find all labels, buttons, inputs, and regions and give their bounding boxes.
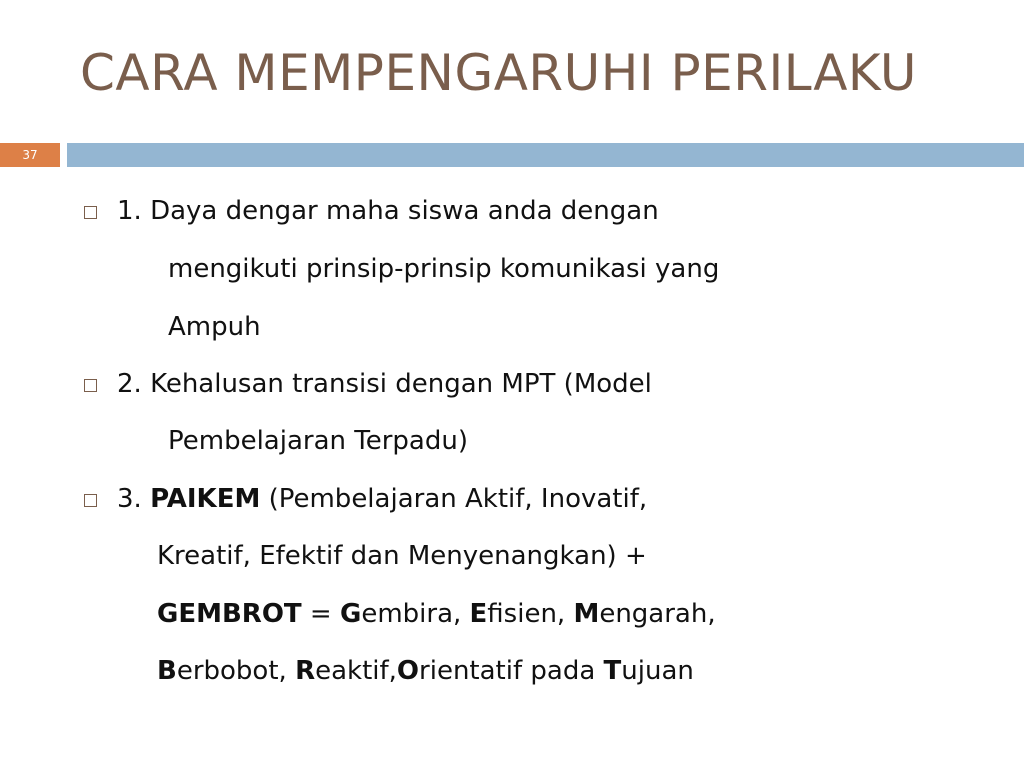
acronym-word-rest: erbobot, [176, 656, 296, 686]
list-item-line: 2. Kehalusan transisi dengan MPT (Model [117, 369, 652, 399]
square-bullet-icon [84, 494, 97, 507]
square-bullet-icon [84, 206, 97, 219]
acronym-word-rest: eaktif, [315, 656, 397, 686]
list-item-line [157, 601, 716, 627]
square-bullet-icon [84, 379, 97, 392]
acronym-word-rest: engarah, [599, 599, 716, 629]
list-item-line: 1. Daya dengar maha siswa anda dengan [117, 196, 659, 226]
acronym-letter: O [396, 656, 420, 686]
acronym-letter: B [157, 656, 177, 686]
acronym-letter: M [573, 599, 600, 629]
acronym-word-rest: fisien, [487, 599, 574, 629]
list-item-line [157, 658, 694, 684]
acronym-letter: R [295, 656, 316, 686]
slide-title: CARA MEMPENGARUHI PERILAKU [80, 44, 917, 102]
item-text: (Pembelajaran Aktif, Inovatif, [260, 484, 648, 514]
list-item-line: Kreatif, Efektif dan Menyenangkan) + [157, 541, 647, 571]
list-item-line: Pembelajaran Terpadu) [168, 426, 468, 456]
paikem-term: PAIKEM [150, 484, 261, 514]
acronym-letter: E [469, 599, 488, 629]
acronym-letter: T [603, 656, 622, 686]
list-item-line [117, 486, 647, 512]
list-item-line: mengikuti prinsip-prinsip komunikasi yang [168, 254, 720, 284]
acronym-word-rest: rientatif pada [419, 656, 604, 686]
list-item-line: Ampuh [168, 312, 261, 342]
equals-sign: = [301, 599, 340, 629]
slide-number: 37 [0, 143, 60, 167]
gembrot-term: GEMBROT [157, 599, 302, 629]
acronym-letter: G [339, 599, 362, 629]
item-prefix: 3. [117, 484, 151, 514]
acronym-word-rest: embira, [361, 599, 470, 629]
acronym-word-rest: ujuan [621, 656, 694, 686]
